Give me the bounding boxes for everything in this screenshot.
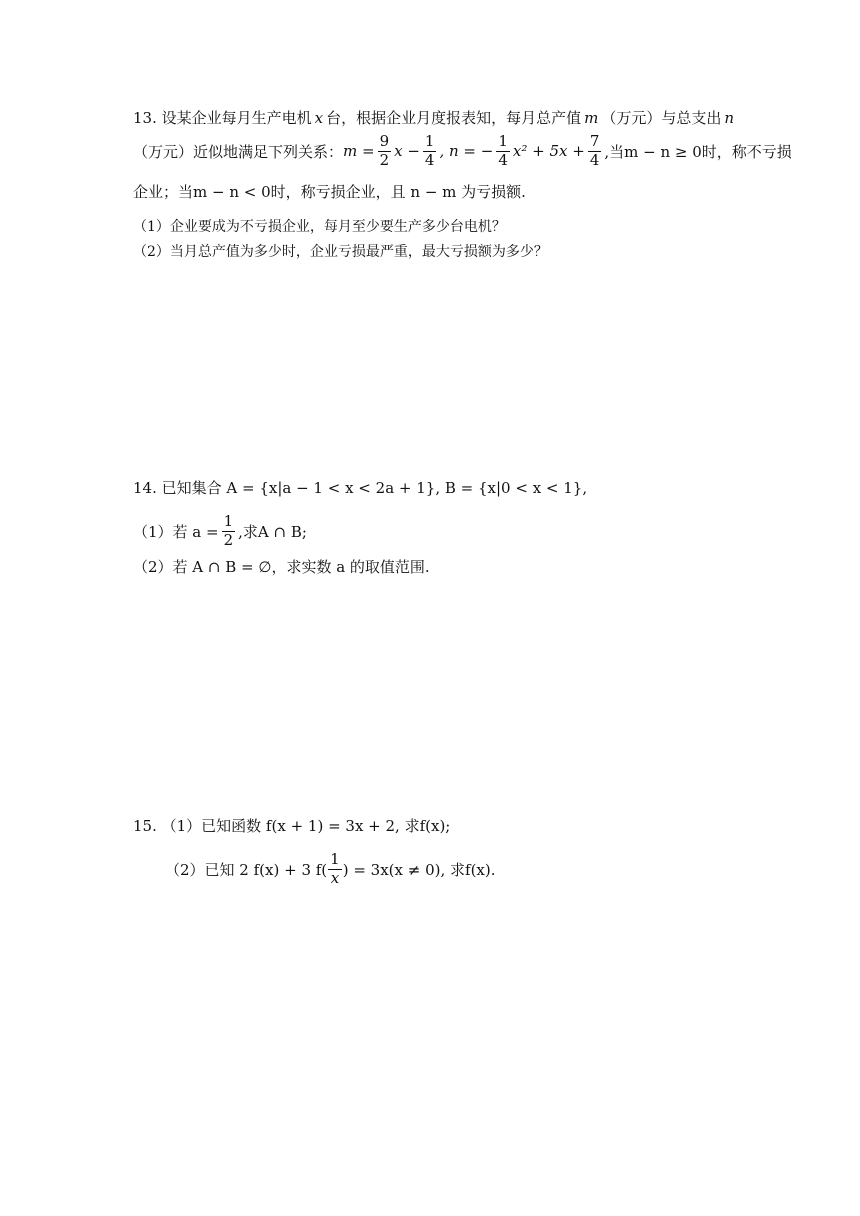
- frac-den: 4: [589, 150, 600, 169]
- q15-p2-prefix: （2）已知 2 f(x) + 3 f(: [165, 860, 328, 879]
- frac-den: 4: [424, 150, 435, 169]
- frac-den: 2: [223, 530, 234, 549]
- q13-text-a: 13. 设某企业每月生产电机: [133, 109, 312, 127]
- q13-x-minus: x −: [394, 142, 420, 160]
- q15-p2-suffix: ) = 3x(x ≠ 0), 求f(x).: [342, 860, 496, 879]
- frac-num: 9: [379, 131, 390, 150]
- frac-1-4: [423, 131, 437, 169]
- frac-den: 2: [379, 150, 390, 169]
- frac-7-4: [588, 131, 602, 169]
- q13-var-n: n: [724, 108, 735, 127]
- q15-part-2: [165, 848, 496, 890]
- q13-var-m: m: [584, 108, 599, 127]
- q14-part-2: （2）若 A ∩ B = ∅，求实数 a 的取值范围.: [133, 558, 430, 576]
- frac-num: 1: [223, 511, 234, 530]
- frac-num: 7: [589, 131, 600, 150]
- q13-m-eq: m =: [343, 142, 375, 160]
- frac-den: x: [330, 868, 340, 887]
- frac-1-x: [328, 849, 342, 887]
- q13-text-c: （万元）与总支出: [601, 109, 722, 127]
- frac-1-4-b: [496, 131, 510, 169]
- q13-part-2: （2）当月总产值为多少时，企业亏损最严重，最大亏损额为多少？: [133, 244, 548, 260]
- frac-9-2: [378, 131, 392, 169]
- q14-p1-prefix: （1）若 a =: [133, 522, 219, 541]
- q14-p1-suffix: ,求A ∩ B;: [238, 522, 307, 541]
- q13-var-x: x: [314, 108, 324, 127]
- q13-text-b: 台，根据企业月度报表知，每月总产值: [326, 109, 582, 127]
- frac-num: 1: [424, 131, 435, 150]
- q13-part-1: （1）企业要成为不亏损企业，每月至少要生产多少台电机？: [133, 219, 506, 235]
- frac-1-2: [222, 511, 236, 549]
- q13-line2-prefix: （万元）近似地满足下列关系：: [133, 142, 344, 161]
- q14-part-1: [133, 510, 307, 552]
- frac-num: 1: [498, 131, 508, 150]
- q13-n-mid: x² + 5x +: [512, 142, 585, 160]
- frac-den: 4: [498, 150, 508, 169]
- q13-n-eq: , n = −: [439, 142, 494, 160]
- q13-line-1: [133, 107, 734, 128]
- q14-line-1: 14. 已知集合 A = {x|a − 1 < x < 2a + 1}, B = {x|0 < x < 1},: [133, 479, 588, 497]
- q13-condition: ,当m − n ≥ 0时，称不亏损: [604, 142, 792, 161]
- q13-line-2: [133, 130, 792, 172]
- q13-line-3: 企业；当m − n < 0时，称亏损企业，且 n − m 为亏损额.: [133, 183, 526, 201]
- frac-num: 1: [330, 849, 340, 868]
- q15-part-1: 15. （1）已知函数 f(x + 1) = 3x + 2, 求f(x);: [133, 817, 451, 835]
